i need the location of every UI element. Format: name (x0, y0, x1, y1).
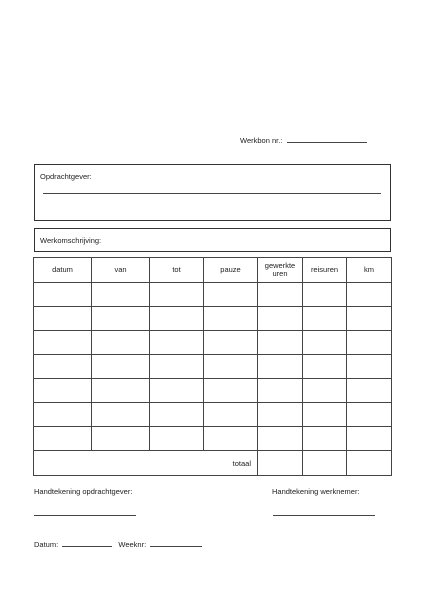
cell[interactable] (303, 331, 347, 355)
cell[interactable] (303, 355, 347, 379)
table-header-row (34, 258, 392, 283)
table-row (34, 379, 392, 403)
col-header-gewerkte-line1: gewerkte (264, 261, 296, 271)
cell[interactable] (34, 283, 92, 307)
cell[interactable] (258, 307, 303, 331)
cell[interactable] (92, 355, 150, 379)
cell[interactable] (258, 283, 303, 307)
opdrachtgever-label: Opdrachtgever: (40, 172, 92, 181)
footer-line (34, 541, 202, 549)
signature-werknemer-label: Handtekening werknemer: (272, 487, 360, 496)
datum-field[interactable] (62, 546, 112, 547)
cell[interactable] (92, 403, 150, 427)
cell[interactable] (347, 331, 392, 355)
cell[interactable] (347, 427, 392, 451)
cell[interactable] (204, 307, 258, 331)
cell[interactable] (347, 403, 392, 427)
cell[interactable] (347, 307, 392, 331)
cell[interactable] (204, 427, 258, 451)
cell[interactable] (34, 331, 92, 355)
cell[interactable] (258, 331, 303, 355)
cell[interactable] (150, 403, 204, 427)
weeknr-label: Weeknr: (118, 540, 147, 549)
werkbon-number-label: Werkbon nr.: (240, 136, 283, 145)
col-header-pauze: pauze (204, 258, 258, 283)
cell[interactable] (258, 379, 303, 403)
total-km-cell[interactable] (347, 451, 392, 476)
cell[interactable] (34, 427, 92, 451)
table-row (34, 403, 392, 427)
table-row (34, 283, 392, 307)
cell[interactable] (150, 331, 204, 355)
opdrachtgever-field[interactable] (43, 193, 381, 194)
weeknr-field[interactable] (150, 546, 202, 547)
cell[interactable] (92, 331, 150, 355)
total-label: totaal (34, 451, 258, 476)
werkbon-number-field[interactable] (287, 142, 367, 143)
total-row (34, 451, 392, 476)
cell[interactable] (34, 307, 92, 331)
datum-label: Datum: (34, 540, 59, 549)
total-gewerkte-uren-cell[interactable] (258, 451, 303, 476)
cell[interactable] (92, 379, 150, 403)
cell[interactable] (150, 283, 204, 307)
werkomschrijving-box[interactable] (34, 228, 391, 252)
col-header-reisuren: reisuren (303, 258, 347, 283)
total-reisuren-cell[interactable] (303, 451, 347, 476)
cell[interactable] (204, 379, 258, 403)
cell[interactable] (34, 403, 92, 427)
cell[interactable] (92, 307, 150, 331)
werkbon-number-line (240, 137, 367, 145)
cell[interactable] (34, 355, 92, 379)
cell[interactable] (92, 283, 150, 307)
cell[interactable] (204, 283, 258, 307)
cell[interactable] (258, 355, 303, 379)
col-header-tot: tot (150, 258, 204, 283)
col-header-datum: datum (34, 258, 92, 283)
cell[interactable] (258, 403, 303, 427)
cell[interactable] (204, 331, 258, 355)
cell[interactable] (303, 307, 347, 331)
cell[interactable] (150, 307, 204, 331)
signature-opdrachtgever-line[interactable] (34, 515, 136, 516)
cell[interactable] (150, 427, 204, 451)
cell[interactable] (303, 403, 347, 427)
signature-opdrachtgever-label: Handtekening opdrachtgever: (34, 487, 133, 496)
col-header-gewerkte-uren (258, 258, 303, 283)
table-row (34, 355, 392, 379)
cell[interactable] (34, 379, 92, 403)
cell[interactable] (303, 283, 347, 307)
cell[interactable] (347, 355, 392, 379)
cell[interactable] (303, 427, 347, 451)
hours-table (33, 257, 392, 476)
table-row (34, 307, 392, 331)
cell[interactable] (150, 355, 204, 379)
signature-werknemer-line[interactable] (273, 515, 375, 516)
cell[interactable] (258, 427, 303, 451)
cell[interactable] (150, 379, 204, 403)
opdrachtgever-box (34, 164, 391, 221)
cell[interactable] (347, 283, 392, 307)
col-header-km: km (347, 258, 392, 283)
werkomschrijving-label: Werkomschrijving: (40, 236, 102, 245)
table-row (34, 331, 392, 355)
col-header-van: van (92, 258, 150, 283)
cell[interactable] (347, 379, 392, 403)
cell[interactable] (204, 355, 258, 379)
col-header-gewerkte-line2: uren (272, 269, 288, 278)
table-row (34, 427, 392, 451)
cell[interactable] (303, 379, 347, 403)
cell[interactable] (204, 403, 258, 427)
cell[interactable] (92, 427, 150, 451)
